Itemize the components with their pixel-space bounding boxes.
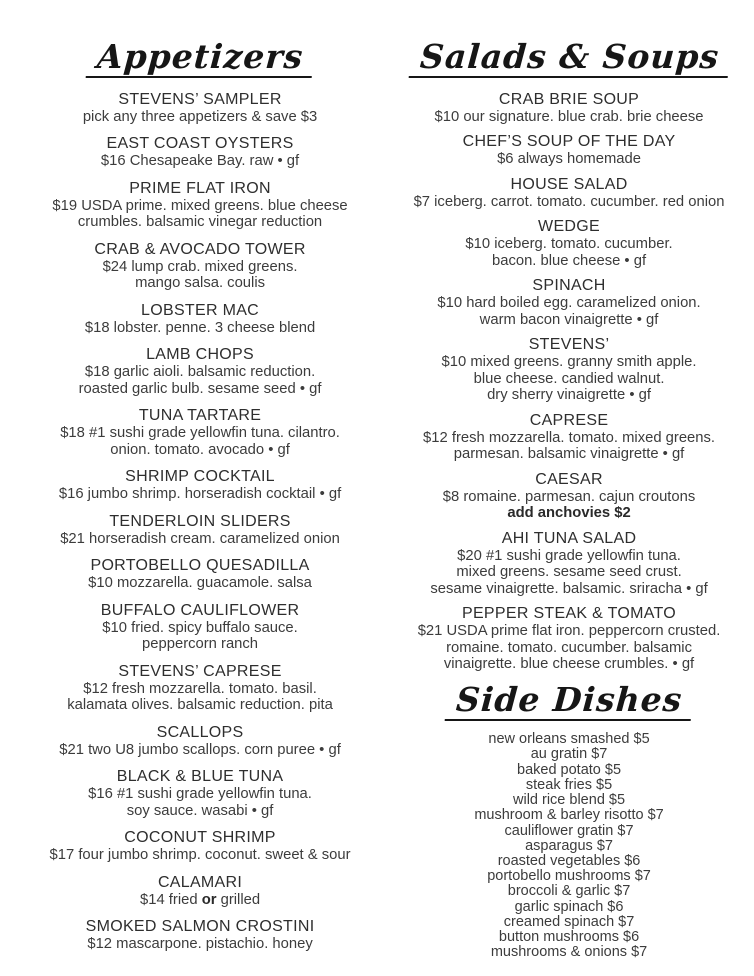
text-segment: mixed greens. sesame seed crust. xyxy=(456,564,682,581)
menu-item-name: PEPPER STEAK & TOMATO xyxy=(461,605,677,623)
menu-item xyxy=(14,918,386,953)
text-segment: au gratin $7 xyxy=(530,746,608,763)
text-segment: kalamata olives. balsamic reduction. pita xyxy=(67,697,333,714)
side-dish-line xyxy=(394,839,744,854)
menu-item-description xyxy=(394,236,744,253)
text-segment: $10 fried. spicy buffalo sauce. xyxy=(102,619,298,636)
side-dish-line xyxy=(394,793,744,808)
menu-item-description xyxy=(14,153,386,170)
text-segment: $10 mozzarella. guacamole. salsa xyxy=(88,575,312,592)
text-segment: bacon. blue cheese • gf xyxy=(491,252,647,269)
text-segment: steak fries $5 xyxy=(525,776,613,793)
menu-item xyxy=(394,91,744,126)
text-segment: $10 mixed greens. granny smith apple. xyxy=(441,354,697,371)
text-segment: pick any three appetizers & save $3 xyxy=(82,108,318,125)
menu-item-name: CALAMARI xyxy=(157,873,243,891)
text-segment: $10 iceberg. tomato. cucumber. xyxy=(465,236,673,253)
appetizers-heading: Appetizers xyxy=(86,40,315,78)
text-segment: warm bacon vinaigrette • gf xyxy=(479,311,659,328)
side-dish-line xyxy=(394,900,744,915)
text-segment: $16 jumbo shrimp. horseradish cocktail • gf xyxy=(58,486,342,503)
menu-item xyxy=(14,241,386,292)
menu-item-name: AHI TUNA SALAD xyxy=(501,529,637,547)
menu-item-description xyxy=(14,575,386,592)
menu-item-description xyxy=(14,847,386,864)
menu-item-description xyxy=(394,387,744,404)
text-segment: crumbles. balsamic vinegar reduction xyxy=(77,214,323,231)
menu-item xyxy=(14,91,386,126)
section-salads-soups xyxy=(394,37,744,673)
menu-item-description xyxy=(394,640,744,657)
menu-item-description xyxy=(14,936,386,953)
text-segment: soy sauce. wasabi • gf xyxy=(126,802,274,819)
text-segment: sesame vinaigrette. balsamic. sriracha • gf xyxy=(430,580,708,597)
text-segment: wild rice blend $5 xyxy=(513,792,626,809)
text-segment: add anchovies $2 xyxy=(507,505,631,522)
menu-item-name: PRIME FLAT IRON xyxy=(129,179,271,197)
menu-item xyxy=(14,768,386,819)
menu-item-description xyxy=(14,320,386,337)
menu-item-description xyxy=(394,295,744,312)
menu-item-description xyxy=(394,371,744,388)
menu-item-description xyxy=(14,381,386,398)
text-segment: mango salsa. coulis xyxy=(135,275,266,292)
menu-item xyxy=(14,724,386,759)
side-dish-line xyxy=(394,869,744,884)
menu-item-description xyxy=(14,636,386,653)
menu-item xyxy=(14,135,386,170)
menu-item-description xyxy=(394,354,744,371)
appetizers-items xyxy=(14,91,386,953)
menu-item-name: BUFFALO CAULIFLOWER xyxy=(100,601,300,619)
text-segment: creamed spinach $7 xyxy=(503,913,635,930)
side-dish-line xyxy=(394,763,744,778)
text-segment: onion. tomato. avocado • gf xyxy=(110,441,290,458)
side-dishes-heading: Side Dishes xyxy=(445,683,694,721)
text-segment: $12 fresh mozzarella. tomato. basil. xyxy=(83,680,317,697)
menu-item xyxy=(14,874,386,909)
text-segment: parmesan. balsamic vinaigrette • gf xyxy=(453,446,685,463)
menu-item-description xyxy=(394,623,744,640)
menu-item-name: BLACK & BLUE TUNA xyxy=(116,768,284,786)
menu-item-description xyxy=(14,425,386,442)
menu-item-description xyxy=(394,430,744,447)
menu-item xyxy=(394,336,744,404)
side-dish-line xyxy=(394,808,744,823)
menu-item xyxy=(14,829,386,864)
menu-item-name: PORTOBELLO QUESADILLA xyxy=(90,557,310,575)
menu-item-description xyxy=(394,194,744,211)
menu-item xyxy=(14,407,386,458)
menu-item-description xyxy=(394,109,744,126)
text-segment: $20 #1 sushi grade yellowfin tuna. xyxy=(457,547,681,564)
text-segment: roasted garlic bulb. sesame seed • gf xyxy=(78,380,322,397)
text-segment: $12 fresh mozzarella. tomato. mixed greens. xyxy=(423,429,716,446)
menu-item xyxy=(14,557,386,592)
menu-item-name: STEVENS’ xyxy=(528,336,610,354)
menu-item-description xyxy=(14,486,386,503)
text-segment: cauliflower gratin $7 xyxy=(504,822,634,839)
menu-item-description xyxy=(394,564,744,581)
text-segment: $12 mascarpone. pistachio. honey xyxy=(87,936,313,953)
menu-item-name: CRAB & AVOCADO TOWER xyxy=(94,240,306,258)
text-segment: baked potato $5 xyxy=(517,761,622,778)
menu-item-name: STEVENS’ CAPRESE xyxy=(118,662,282,680)
side-dish-line xyxy=(394,778,744,793)
text-segment: $17 four jumbo shrimp. coconut. sweet & sour xyxy=(49,847,351,864)
menu-item xyxy=(394,530,744,598)
menu-item-description xyxy=(14,697,386,714)
text-segment: vinaigrette. blue cheese crumbles. • gf xyxy=(443,656,695,673)
menu-item-name: EAST COAST OYSTERS xyxy=(106,135,294,153)
menu-item-description xyxy=(14,275,386,292)
text-segment: blue cheese. candied walnut. xyxy=(473,370,665,387)
right-column xyxy=(392,37,754,976)
section-appetizers xyxy=(14,37,386,953)
left-column xyxy=(0,37,392,976)
side-dish-line xyxy=(394,732,744,747)
menu-item-name: LAMB CHOPS xyxy=(146,346,254,364)
text-segment: dry sherry vinaigrette • gf xyxy=(487,387,651,404)
menu-item-name: CRAB BRIE SOUP xyxy=(498,90,640,108)
text-segment: $16 #1 sushi grade yellowfin tuna. xyxy=(88,786,312,803)
side-dishes-items xyxy=(394,732,744,960)
side-dish-line xyxy=(394,747,744,762)
menu-item xyxy=(14,180,386,231)
text-segment: $18 #1 sushi grade yellowfin tuna. cilantro. xyxy=(60,425,340,442)
menu-item xyxy=(394,176,744,211)
menu-item-name: LOBSTER MAC xyxy=(141,301,260,319)
menu-item-description xyxy=(14,198,386,215)
side-dish-line xyxy=(394,915,744,930)
text-segment: $8 romaine. parmesan. cajun croutons xyxy=(442,488,696,505)
menu-item-description xyxy=(14,259,386,276)
text-segment: peppercorn ranch xyxy=(142,636,259,653)
text-segment: garlic spinach $6 xyxy=(514,898,624,915)
menu-item-name: CAPRESE xyxy=(529,411,609,429)
menu-item-description xyxy=(14,803,386,820)
menu-item xyxy=(14,602,386,653)
menu-item-description xyxy=(394,489,744,506)
menu-item xyxy=(394,412,744,463)
menu-item-description xyxy=(394,312,744,329)
text-segment: new orleans smashed $5 xyxy=(488,731,650,748)
text-segment: romaine. tomato. cucumber. balsamic xyxy=(446,639,692,656)
menu-item-description xyxy=(14,531,386,548)
text-segment: broccoli & garlic $7 xyxy=(507,883,631,900)
text-segment: $21 USDA prime flat iron. peppercorn crusted. xyxy=(417,623,721,640)
text-segment: mushrooms & onions $7 xyxy=(490,944,648,961)
menu-item xyxy=(394,471,744,522)
text-segment: mushroom & barley risotto $7 xyxy=(474,807,664,824)
menu-item-description xyxy=(394,253,744,270)
menu-item-name: CHEF’S SOUP OF THE DAY xyxy=(462,133,676,151)
menu-item xyxy=(394,732,744,960)
side-dish-line xyxy=(394,930,744,945)
menu-item-description xyxy=(14,214,386,231)
menu-item xyxy=(394,277,744,328)
text-segment: $19 USDA prime. mixed greens. blue cheese xyxy=(52,197,348,214)
side-dish-line xyxy=(394,854,744,869)
menu-item xyxy=(14,663,386,714)
menu-item xyxy=(14,513,386,548)
menu-item-name: COCONUT SHRIMP xyxy=(124,829,276,847)
text-segment: $18 garlic aioli. balsamic reduction. xyxy=(84,364,316,381)
text-segment: $24 lump crab. mixed greens. xyxy=(102,258,298,275)
menu-item-name: SPINACH xyxy=(532,277,606,295)
menu-item-description xyxy=(14,786,386,803)
menu-item-description xyxy=(394,656,744,673)
menu-item-description xyxy=(394,581,744,598)
text-segment: button mushrooms $6 xyxy=(498,928,640,945)
text-segment: $18 lobster. penne. 3 cheese blend xyxy=(84,319,316,336)
menu-item-name: SHRIMP COCKTAIL xyxy=(125,468,275,486)
text-segment: $10 our signature. blue crab. brie cheese xyxy=(434,108,704,125)
text-segment: or xyxy=(201,891,217,908)
menu-item-description xyxy=(14,620,386,637)
text-segment: $21 horseradish cream. caramelized onion xyxy=(60,530,340,547)
menu-item-description xyxy=(14,442,386,459)
menu-item-description xyxy=(14,109,386,126)
salads-soups-items xyxy=(394,91,744,673)
text-segment: $10 hard boiled egg. caramelized onion. xyxy=(437,295,701,312)
menu-item-name: SCALLOPS xyxy=(156,723,244,741)
menu-item-description xyxy=(394,151,744,168)
menu-item-description xyxy=(394,548,744,565)
menu-item-name: SMOKED SALMON CROSTINI xyxy=(85,918,315,936)
menu-item-name: WEDGE xyxy=(538,218,600,236)
menu-item-name: TENDERLOIN SLIDERS xyxy=(109,512,291,530)
menu-item xyxy=(14,302,386,337)
text-segment: $7 iceberg. carrot. tomato. cucumber. red onion xyxy=(413,193,725,210)
side-dish-line xyxy=(394,824,744,839)
side-dish-line xyxy=(394,884,744,899)
text-segment: $21 two U8 jumbo scallops. corn puree • gf xyxy=(59,741,341,758)
salads-soups-heading: Salads & Soups xyxy=(408,40,730,78)
text-segment: grilled xyxy=(216,891,261,908)
menu-item-description xyxy=(14,681,386,698)
menu-item-name: TUNA TARTARE xyxy=(138,407,262,425)
menu-item xyxy=(394,605,744,673)
text-segment: asparagus $7 xyxy=(525,837,613,854)
menu-item-description xyxy=(14,364,386,381)
menu-item-description xyxy=(14,742,386,759)
menu-item-name: HOUSE SALAD xyxy=(510,175,628,193)
side-dish-line xyxy=(394,945,744,960)
menu-item-name: STEVENS’ SAMPLER xyxy=(118,90,282,108)
menu-item-description xyxy=(394,446,744,463)
menu-item-name: CAESAR xyxy=(535,470,603,488)
menu-item-description xyxy=(394,505,744,522)
menu-item xyxy=(14,468,386,503)
text-segment: portobello mushrooms $7 xyxy=(487,868,651,885)
text-segment: $6 always homemade xyxy=(497,151,641,168)
text-segment: $16 Chesapeake Bay. raw • gf xyxy=(100,153,300,170)
menu-item xyxy=(14,346,386,397)
menu-item xyxy=(394,218,744,269)
section-side-dishes xyxy=(394,679,744,961)
menu-item xyxy=(394,133,744,168)
text-segment: roasted vegetables $6 xyxy=(497,852,641,869)
menu-item-description xyxy=(14,892,386,909)
text-segment: $14 fried xyxy=(139,891,202,908)
